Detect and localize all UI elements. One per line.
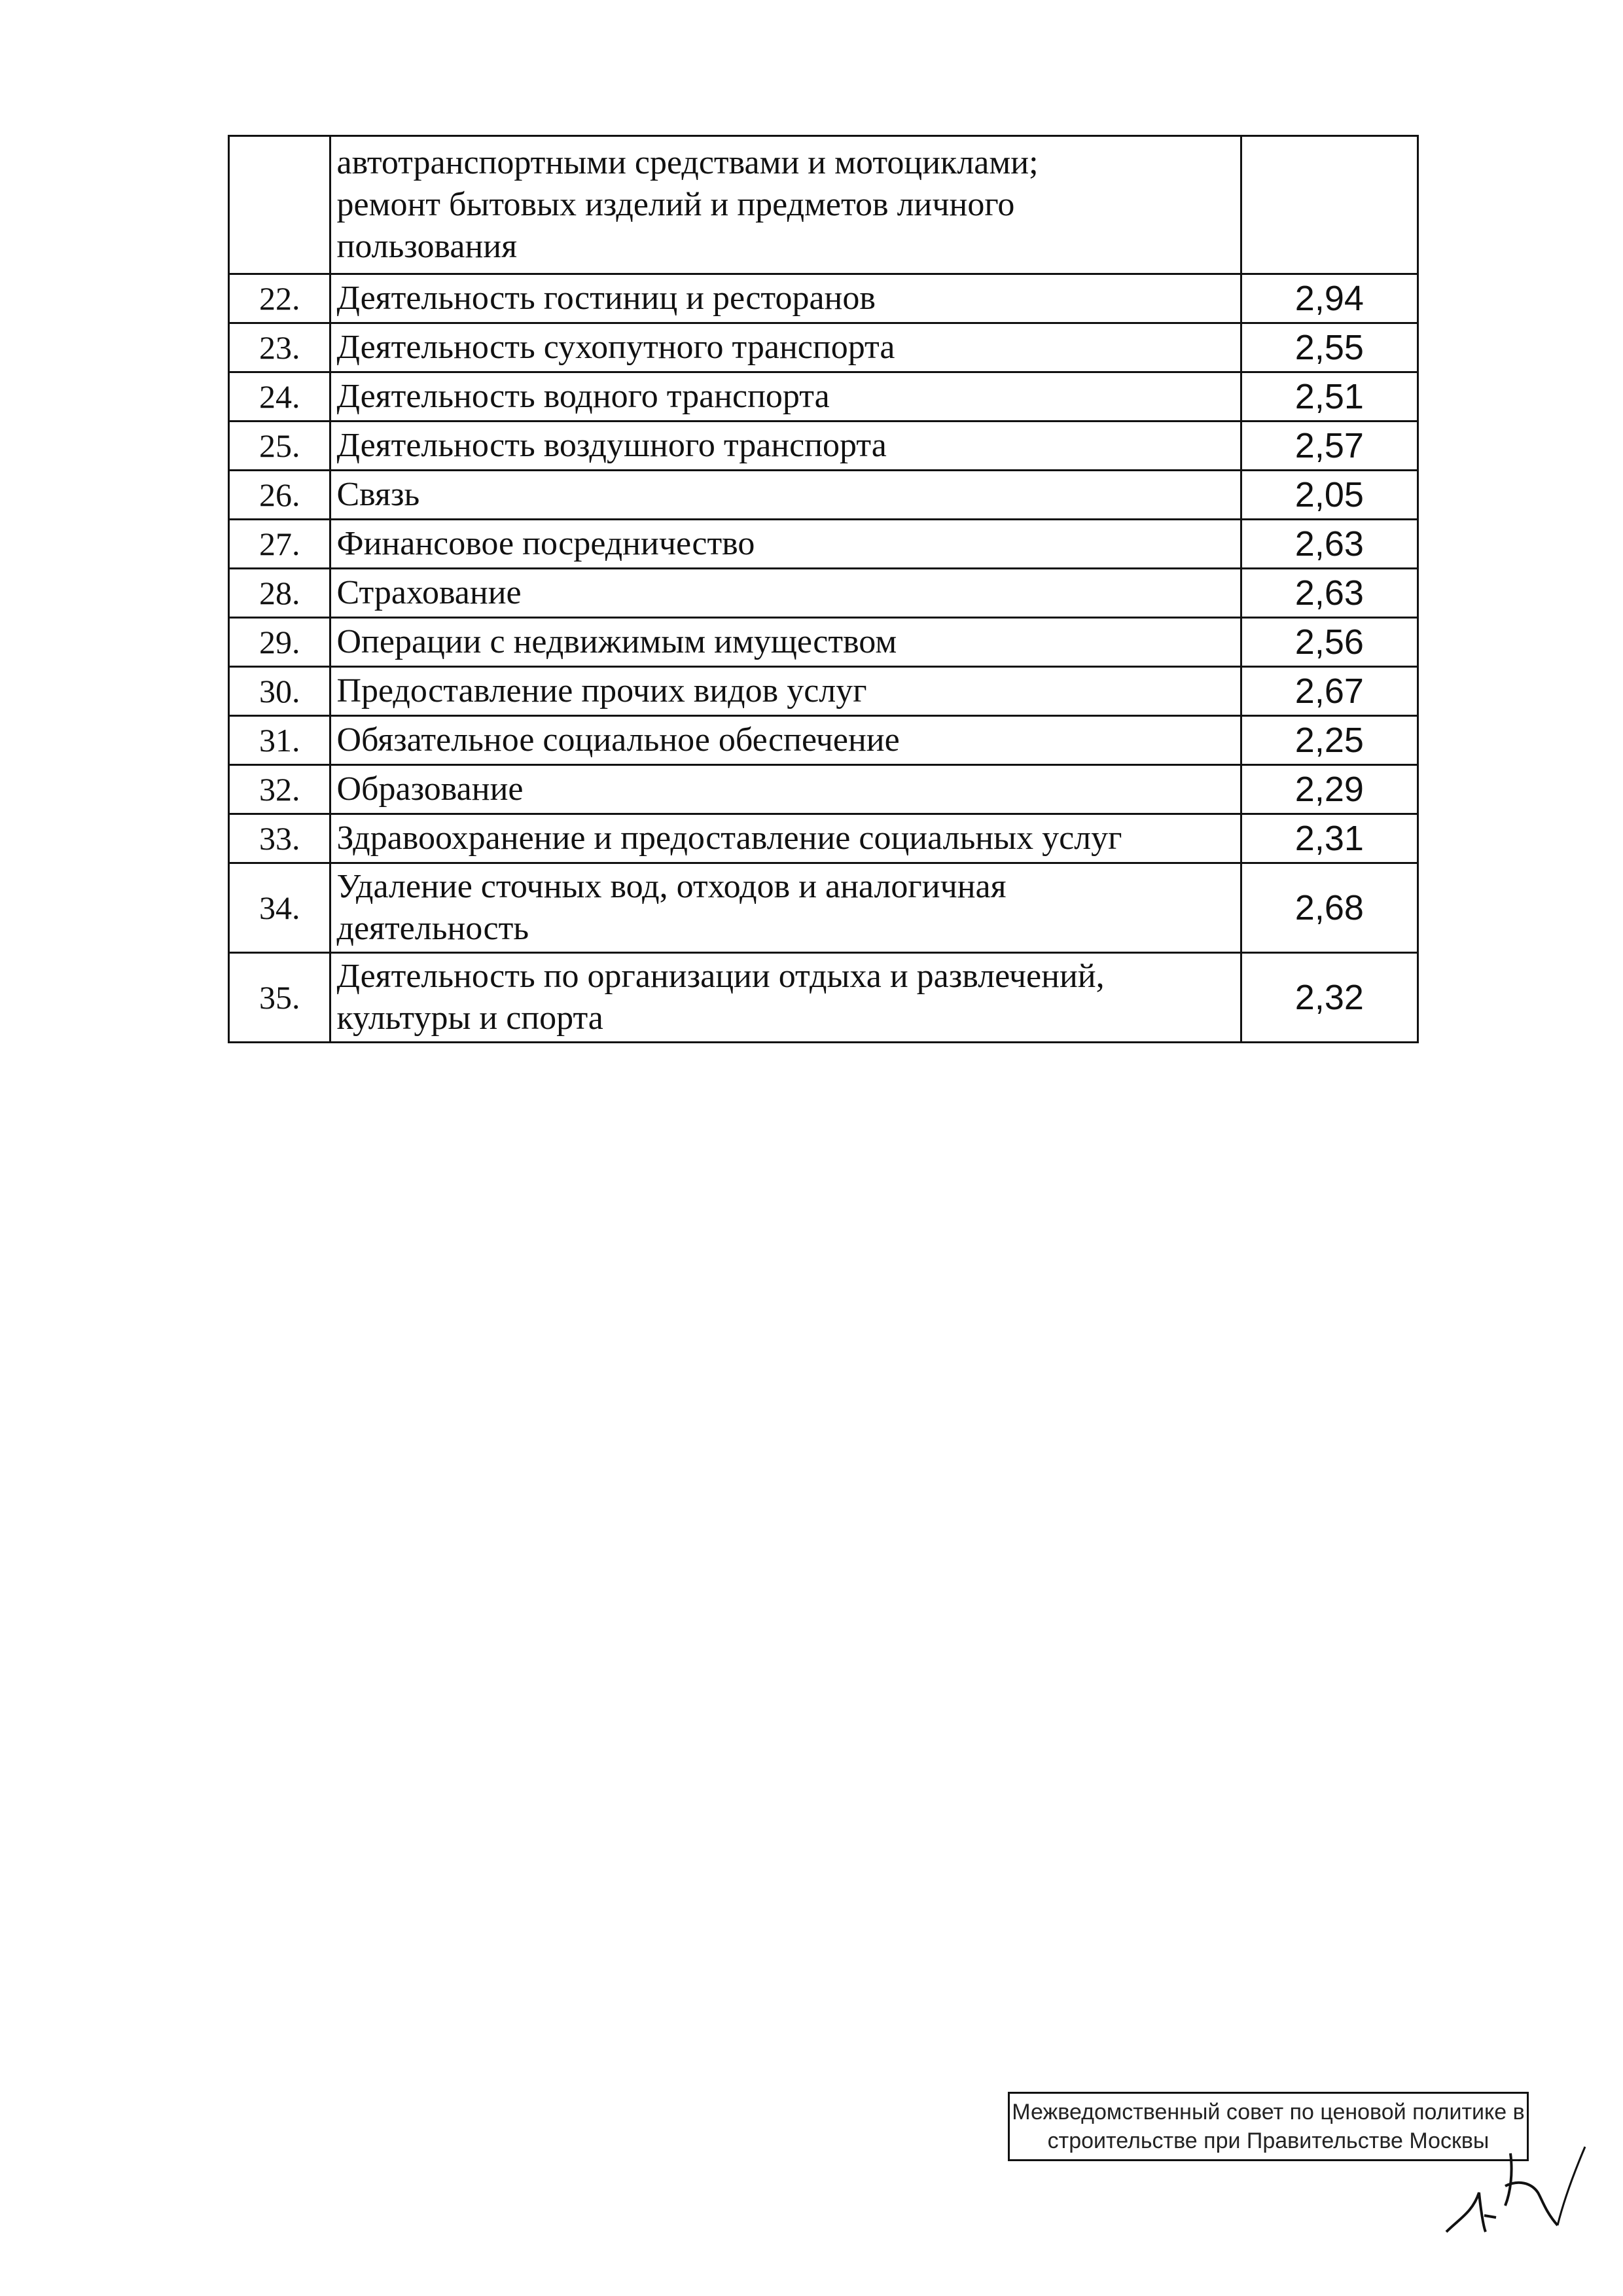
row-number: 35. (229, 953, 330, 1043)
activity-name: Обязательное социальное обеспечение (330, 716, 1241, 765)
row-number: 31. (229, 716, 330, 765)
stamp-line-1: Межведомственный совет по ценовой политике в (1012, 2100, 1525, 2125)
activity-name: Деятельность гостиниц и ресторанов (330, 274, 1241, 323)
activity-name (330, 953, 1241, 1043)
coefficient-value: 2,63 (1241, 520, 1418, 569)
activity-name: Страхование (330, 569, 1241, 618)
row-number: 32. (229, 765, 330, 814)
table-row (229, 372, 1418, 422)
coefficients-table (228, 135, 1419, 1043)
activity-name: Операции с недвижимым имуществом (330, 618, 1241, 667)
activity-name-line: культуры и спорта (336, 999, 603, 1037)
table-row (229, 323, 1418, 372)
coefficient-value: 2,68 (1241, 863, 1418, 953)
activity-name: Финансовое посредничество (330, 520, 1241, 569)
activity-name: Деятельность воздушного транспорта (330, 422, 1241, 471)
activity-name: Образование (330, 765, 1241, 814)
activity-name: Предоставление прочих видов услуг (330, 667, 1241, 716)
coefficient-value: 2,29 (1241, 765, 1418, 814)
stamp-line-2: строительстве при Правительстве Москвы (1047, 2128, 1489, 2153)
table-row (229, 274, 1418, 323)
row-number: 30. (229, 667, 330, 716)
activity-name-line: пользования (336, 228, 518, 265)
coefficient-value: 2,25 (1241, 716, 1418, 765)
signature-image (1433, 2134, 1590, 2245)
coefficient-value: 2,63 (1241, 569, 1418, 618)
row-number: 23. (229, 323, 330, 372)
table-row (229, 618, 1418, 667)
coefficient-value: 2,05 (1241, 471, 1418, 520)
cell-number (229, 136, 330, 274)
table-row (229, 422, 1418, 471)
coefficient-value: 2,55 (1241, 323, 1418, 372)
row-number: 26. (229, 471, 330, 520)
table-row (229, 520, 1418, 569)
activity-name: Здравоохранение и предоставление социальных услуг (330, 814, 1241, 863)
table-row (229, 471, 1418, 520)
table-row (229, 569, 1418, 618)
table-row (229, 765, 1418, 814)
table-row (229, 863, 1418, 953)
row-number: 22. (229, 274, 330, 323)
row-number: 27. (229, 520, 330, 569)
activity-name-line: Удаление сточных вод, отходов и аналогичная (336, 868, 1007, 905)
table-row-continuation (229, 136, 1418, 274)
row-number: 33. (229, 814, 330, 863)
coefficient-value: 2,57 (1241, 422, 1418, 471)
row-number: 29. (229, 618, 330, 667)
activity-name: Деятельность сухопутного транспорта (330, 323, 1241, 372)
coefficient-value: 2,31 (1241, 814, 1418, 863)
table-row (229, 814, 1418, 863)
table-row (229, 716, 1418, 765)
table-row (229, 667, 1418, 716)
row-number: 28. (229, 569, 330, 618)
row-number: 34. (229, 863, 330, 953)
activity-name-line: автотранспортными средствами и мотоциклами; (336, 144, 1039, 181)
activity-name-line: ремонт бытовых изделий и предметов личного (336, 186, 1015, 223)
activity-name-line: деятельность (336, 910, 529, 947)
coefficient-value: 2,67 (1241, 667, 1418, 716)
activity-name (330, 863, 1241, 953)
cell-activity-name (330, 136, 1241, 274)
row-number: 24. (229, 372, 330, 422)
activity-name: Деятельность водного транспорта (330, 372, 1241, 422)
table-row (229, 953, 1418, 1043)
activity-name: Связь (330, 471, 1241, 520)
row-number: 25. (229, 422, 330, 471)
coefficient-value: 2,56 (1241, 618, 1418, 667)
coefficient-value: 2,94 (1241, 274, 1418, 323)
cell-coefficient (1241, 136, 1418, 274)
coefficient-value: 2,32 (1241, 953, 1418, 1043)
activity-name-line: Деятельность по организации отдыха и развлечений, (336, 958, 1105, 995)
coefficient-value: 2,51 (1241, 372, 1418, 422)
